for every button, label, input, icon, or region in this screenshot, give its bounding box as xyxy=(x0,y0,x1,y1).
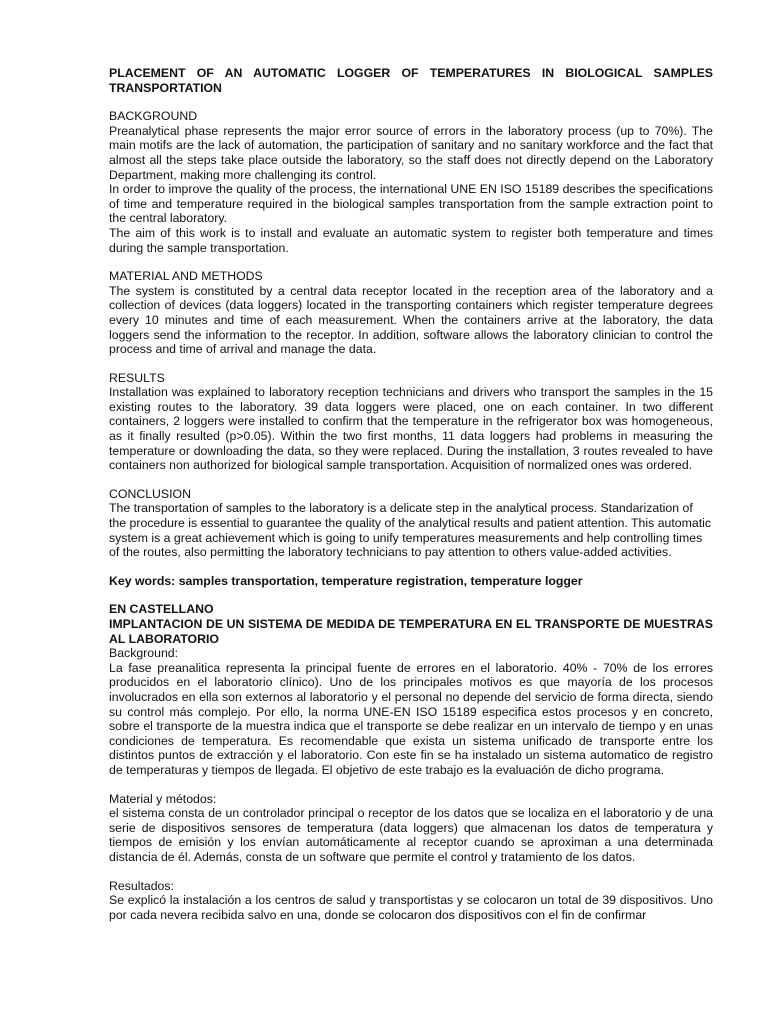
keywords-line: Key words: samples transportation, temperature registration, temperature logger xyxy=(109,573,583,588)
document-page xyxy=(109,66,713,922)
spanish-background-heading: Background: xyxy=(109,646,179,661)
methods-heading: MATERIAL AND METHODS xyxy=(109,269,263,284)
spanish-methods-paragraph: el sistema consta de un controlador principal o receptor de los datos que se localiza en el laboratorio y de una serie de dispositivos sensores de temperatura (data loggers) que almacenan los datos de temperatura y tiempos de emisión y los envían automáticamente al receptor cuando se aproximan a una determinada distancia de él. Además, consta de un software que permite el control y tratamiento de los datos. xyxy=(109,806,713,864)
results-heading: RESULTS xyxy=(109,370,165,385)
conclusion-heading: CONCLUSION xyxy=(109,486,191,501)
background-section xyxy=(109,109,713,255)
spanish-methods-heading: Material y métodos: xyxy=(109,791,217,806)
spanish-results-heading: Resultados: xyxy=(109,878,174,893)
document-title: PLACEMENT OF AN AUTOMATIC LOGGER OF TEMPERATURES IN BIOLOGICAL SAMPLES TRANSPORTATION xyxy=(109,66,713,95)
spanish-title: IMPLANTACION DE UN SISTEMA DE MEDIDA DE TEMPERATURA EN EL TRANSPORTE DE MUESTRAS AL LABORATORIO xyxy=(109,617,713,646)
spanish-background-paragraph: La fase preanalitica representa la principal fuente de errores en el laboratorio. 40% - 70% de los errores producidos en el laboratorio clínico). Uno de los principales motivos es que mayoría de los procesos involucrados en ella son externos al laboratorio y el personal no depende del servicio de forma directa, siendo su control más complejo. Por ello, la norma UNE-EN ISO 15189 especifica estos procesos y en concreto, sobre el transporte de la muestra indica que el transporte se debe realizar en un intervalo de tiempo y en unas condiciones de temperatura. Es recomendable que exista un sistema unificado de transporte entre los distintos puntos de extracción y el laboratorio. Con este fin se ha instalado un sistema automatico de registro de temperaturas y tiempos de llegada. El objetivo de este trabajo es la evaluación de dicho programa. xyxy=(109,660,713,777)
spanish-section xyxy=(109,602,713,922)
background-paragraph-2: In order to improve the quality of the process, the international UNE EN ISO 15189 describes the specifications of time and temperature required in the biological samples transportation from the sample extraction point to the central laboratory. xyxy=(109,182,713,226)
spanish-section-title: EN CASTELLANO xyxy=(109,602,214,617)
methods-section xyxy=(109,269,713,357)
background-paragraph-1: Preanalytical phase represents the major error source of errors in the laboratory process (up to 70%). The main motifs are the lack of automation, the participation of sanitary and no sanitary workforce and the fact that almost all the steps take place outside the laboratory, so the staff does not directly depend on the Laboratory Department, making more challenging its control. xyxy=(109,123,713,182)
conclusion-section xyxy=(109,487,713,560)
methods-paragraph: The system is constituted by a central data receptor located in the reception area of the laboratory and a collection of devices (data loggers) located in the transporting containers which register temperature degrees every 10 minutes and time of each measurement. When the containers arrive at the laboratory, the data loggers send the information to the receptor. In addition, software allows the laboratory clinician to control the process and time of arrival and manage the data. xyxy=(109,283,713,357)
background-heading: BACKGROUND xyxy=(109,109,198,124)
conclusion-paragraph: The transportation of samples to the laboratory is a delicate step in the analytical process. Standarization of the procedure is essential to guarantee the quality of the analytical results and patient attention. This automatic system is a great achievement which is going to unify temperatures measurements and help controlling times of the routes, also permitting the laboratory technicians to pay attention to others value-added activities. xyxy=(109,501,712,560)
background-paragraph-3: The aim of this work is to install and evaluate an automatic system to register both temperature and times during the sample transportation. xyxy=(109,225,713,255)
spanish-results-paragraph: Se explicó la instalación a los centros de salud y transportistas y se colocaron un total de 39 dispositivos. Uno por cada nevera recibida salvo en una, donde se colocaron dos dispositivos con el fin de confirmar xyxy=(109,893,713,922)
results-paragraph: Installation was explained to laboratory reception technicians and drivers who transport the samples in the 15 existing routes to the laboratory. 39 data loggers were placed, one on each container. In two different containers, 2 loggers were installed to confirm that the temperature in the refrigerator box was homogeneous, as it finally resulted (p>0.05). Within the two first months, 11 data loggers had problems in measuring the temperature or downloading the data, so they were replaced. During the installation, 3 routes revealed to have containers non authorized for biological sample transportation. Acquisition of normalized ones was ordered. xyxy=(109,385,713,473)
results-section xyxy=(109,371,713,473)
